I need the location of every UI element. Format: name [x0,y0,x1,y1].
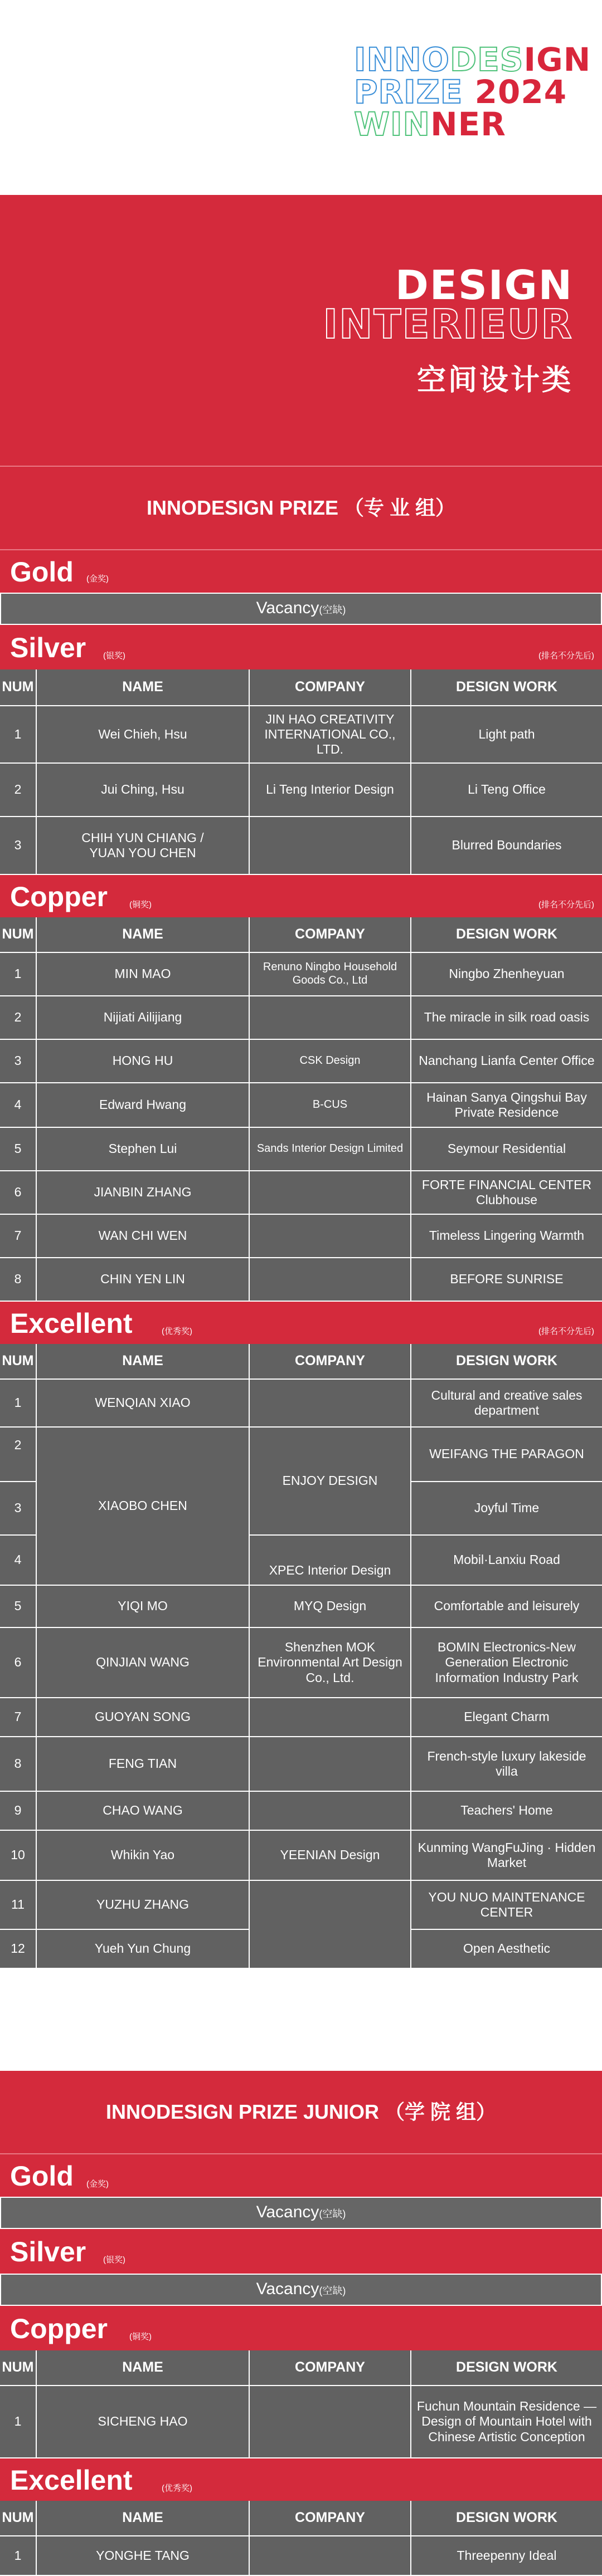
table-header: NUM NAME COMPANY DESIGN WORK [0,1344,602,1380]
tier-note: (排名不分先后) [538,900,594,910]
table-cell-name: YUZHU ZHANG [37,1881,250,1930]
table-row: 1 Wei Chieh, Hsu JIN HAO CREATIVITY INTERNATIONAL CO., LTD. Light path [0,706,602,764]
table-row: 3 HONG HU CSK Design Nanchang Lianfa Center Office [0,1040,602,1083]
table-row: 9 CHAO WANG Teachers' Home [0,1792,602,1831]
logo-line-2: PRIZE 2024 [354,73,567,111]
tier-title: Excellent [10,1308,133,1339]
tier-title: Copper [10,2313,108,2344]
tier-title: Silver [10,2236,86,2267]
vacancy-row: Vacancy(空缺) [0,2197,602,2229]
innodesign-logo [354,41,591,143]
vacancy-row: Vacancy(空缺) [0,593,602,625]
table-row: 1 MIN MAO Renuno Ningbo Household Goods Co., Ltd Ningbo Zhenheyuan [0,953,602,996]
tier-cn: (铜奖) [129,2332,152,2342]
hero-title-interieur: INTERIEUR [323,301,573,348]
tier-title: Silver [10,632,86,663]
table-cell-work: Kunming WangFuJing · Hidden Market [411,1831,602,1881]
table-cell-work: Joyful Time [411,1482,602,1536]
section-banner-pro: INNODESIGN PRIZE （专 业 组） [0,467,602,549]
table-cell-work: Cultural and creative sales department [411,1380,602,1428]
vacancy-row: Vacancy(空缺) [0,2274,602,2306]
logo-line-1: INNODESIGN [354,41,591,79]
hero-title-cn: 空间设计类 [416,364,573,397]
table-row: 2 Nijiati Ailijiang The miracle in silk road oasis [0,996,602,1040]
table-row: 6 QINJIAN WANG Shenzhen MOK Environmental Art Design Co., Ltd. BOMIN Electronics-New Generation Electronic Information Industry Park [0,1628,602,1698]
tier-silver [0,625,602,669]
tier-cn: (铜奖) [129,900,152,910]
tier-cn: (优秀奖) [162,1327,192,1336]
table-header: NUM NAME COMPANY DESIGN WORK [0,2350,602,2386]
table-cell-num: 1 [0,1380,37,1428]
table-cell-company-merged: ENJOY DESIGN [250,1428,411,1536]
table-cell-company [250,1881,411,1969]
tier-cn: (优秀奖) [162,2484,192,2493]
table-row: 8 FENG TIAN French-style luxury lakeside villa [0,1737,602,1792]
tier-note: (排名不分先后) [538,651,594,661]
tier-title: Copper [10,881,108,912]
table-row: 4 Edward Hwang B-CUS Hainan Sanya Qingshui Bay Private Residence [0,1083,602,1128]
tier-title: Gold [10,556,74,588]
tier-gold [0,550,602,593]
tier-excellent-junior [0,2458,602,2501]
tier-excellent [0,1302,602,1344]
table-header: NUM NAME COMPANY DESIGN WORK [0,2501,602,2536]
table-row: 7 GUOYAN SONG Elegant Charm [0,1698,602,1737]
table-cell-num: 4 [0,1536,37,1586]
table-row: 6 JIANBIN ZHANG FORTE FINANCIAL CENTER Clubhouse [0,1171,602,1215]
tier-cn: (银奖) [103,2255,125,2265]
table-header: NUM NAME COMPANY DESIGN WORK [0,669,602,706]
table-cell-work: YOU NUO MAINTENANCE CENTER [411,1881,602,1930]
tier-cn: (银奖) [103,651,125,661]
table-cell-name: Whikin Yao [37,1831,250,1881]
table-cell-num: 2 [0,1428,37,1482]
table-row: 1 YONGHE TANG Threepenny Ideal [0,2536,602,2576]
table-cell-company: XPEC Interior Design [250,1536,411,1586]
tier-note: (排名不分先后) [538,1327,594,1336]
tier-title: Gold [10,2160,74,2192]
table-cell-name: Yueh Yun Chung [37,1930,250,1969]
table-row: 5 YIQI MO MYQ Design Comfortable and leisurely [0,1586,602,1628]
hero-title-design: DESIGN [395,262,573,309]
table-header: NUM NAME COMPANY DESIGN WORK [0,917,602,953]
table-cell-work: WEIFANG THE PARAGON [411,1428,602,1482]
table-cell-num: 10 [0,1831,37,1881]
logo-line-3: WINNER [354,105,506,143]
tier-silver-junior [0,2229,602,2274]
table-cell-work: Mobil·Lanxiu Road [411,1536,602,1586]
table-cell-num: 3 [0,1482,37,1536]
tier-title: Excellent [10,2465,133,2496]
tier-copper [0,875,602,917]
table-cell-work: Open Aesthetic [411,1930,602,1969]
table-cell-num: 11 [0,1881,37,1930]
table-cell-num: 12 [0,1930,37,1969]
table-row: 8 CHIN YEN LIN BEFORE SUNRISE [0,1258,602,1302]
tier-cn: (金奖) [86,574,109,584]
tier-copper-junior [0,2306,602,2350]
table-row: 2 Jui Ching, Hsu Li Teng Interior Design Li Teng Office [0,764,602,817]
table-cell-name-merged: XIAOBO CHEN [37,1428,250,1586]
hero-banner [0,195,602,467]
table-row: 5 Stephen Lui Sands Interior Design Limited Seymour Residential [0,1128,602,1171]
table-cell-company-merged: YEENIAN Design [250,1831,411,1881]
table-cell-name: WENQIAN XIAO [37,1380,250,1428]
table-row: 3 CHIH YUN CHIANG / YUAN YOU CHEN Blurred Boundaries [0,817,602,875]
table-row: 1 SICHENG HAO Fuchun Mountain Residence —Design of Mountain Hotel with Chinese Artistic Conception [0,2386,602,2458]
section-banner-junior: INNODESIGN PRIZE JUNIOR （学 院 组） [0,2071,602,2153]
table-row: 7 WAN CHI WEN Timeless Lingering Warmth [0,1215,602,1258]
tier-gold-junior [0,2154,602,2197]
tier-cn: (金奖) [86,2179,109,2189]
table-cell-company [250,1380,411,1428]
